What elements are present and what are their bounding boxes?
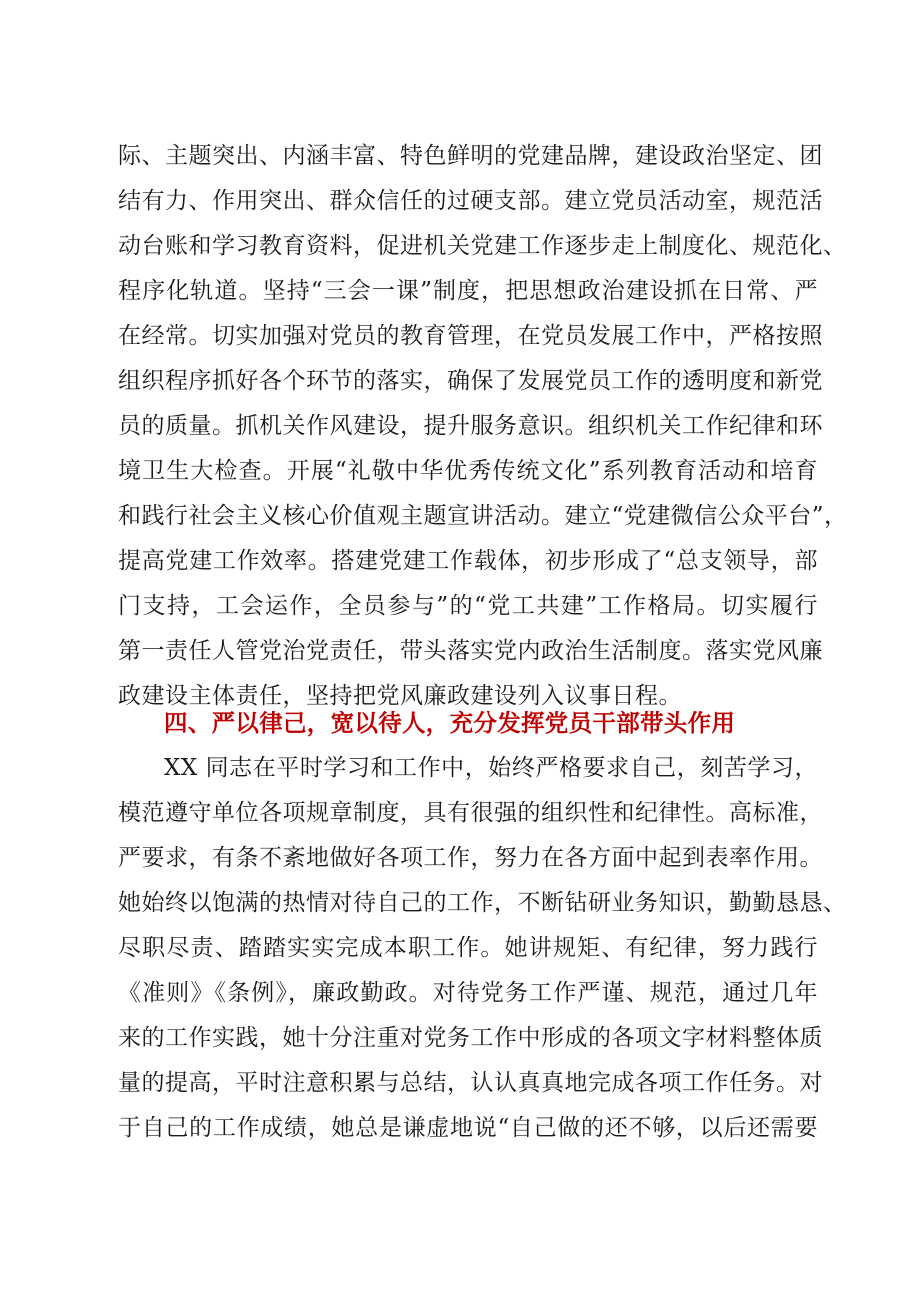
body-paragraph-2 xyxy=(118,746,847,1151)
paragraph-line: 严要求，有条不紊地做好各项工作，努力在各方面中起到表率作用。 xyxy=(118,845,823,871)
paragraph-line: 政建设主体责任，坚持把党风廉政建设列入议事日程。 xyxy=(118,683,682,709)
paragraph-line: 和践行社会主义核心价值观主题宣讲活动。建立“党建微信公众平台”， xyxy=(118,503,848,529)
paragraph-line: 在经常。切实加强对党员的教育管理，在党员发展工作中，严格按照 xyxy=(118,323,823,349)
paragraph-line: 程序化轨道。坚持“三会一课”制度，把思想政治建设抓在日常、严 xyxy=(118,278,818,304)
paragraph-line: XX 同志在平时学习和工作中，始终严格要求自己，刻苦学习， xyxy=(164,755,818,781)
paragraph-line: 于自己的工作成绩，她总是谦虚地说“自己做的还不够，以后还需要 xyxy=(118,1115,818,1141)
paragraph-line: 她始终以饱满的热情对待自己的工作，不断钻研业务知识，勤勤恳恳、 xyxy=(118,890,847,916)
paragraph-line: 提高党建工作效率。搭建党建工作载体，初步形成了“总支领导，部 xyxy=(118,548,818,574)
section-heading: 四、严以律己，宽以待人，充分发挥党员干部带头作用 xyxy=(164,709,736,737)
paragraph-line: 组织程序抓好各个环节的落实，确保了发展党员工作的透明度和新党 xyxy=(118,368,823,394)
paragraph-line: 量的提高，平时注意积累与总结，认认真真地完成各项工作任务。对 xyxy=(118,1070,823,1096)
paragraph-line: 模范遵守单位各项规章制度，具有很强的组织性和纪律性。高标准， xyxy=(118,800,823,826)
paragraph-line: 门支持，工会运作，全员参与”的“党工共建”工作格局。切实履行 xyxy=(118,593,818,619)
paragraph-line: 境卫生大检查。开展“礼敬中华优秀传统文化”系列教育活动和培育 xyxy=(118,458,818,484)
paragraph-line: 动台账和学习教育资料，促进机关党建工作逐步走上制度化、规范化、 xyxy=(118,233,847,259)
paragraph-line: 员的质量。抓机关作风建设，提升服务意识。组织机关工作纪律和环 xyxy=(118,413,823,439)
paragraph-line: 第一责任人管党治党责任，带头落实党内政治生活制度。落实党风廉 xyxy=(118,638,823,664)
paragraph-line: 《准则》《条例》，廉政勤政。对待党务工作严谨、规范，通过几年 xyxy=(118,980,818,1006)
body-paragraph-1 xyxy=(118,134,848,719)
paragraph-line: 尽职尽责、踏踏实实完成本职工作。她讲规矩、有纪律，努力践行 xyxy=(118,935,818,961)
paragraph-line: 来的工作实践，她十分注重对党务工作中形成的各项文字材料整体质 xyxy=(118,1025,823,1051)
paragraph-line: 结有力、作用突出、群众信任的过硬支部。建立党员活动室，规范活 xyxy=(118,188,823,214)
paragraph-line: 际、主题突出、内涵丰富、特色鲜明的党建品牌，建设政治坚定、团 xyxy=(118,143,823,169)
